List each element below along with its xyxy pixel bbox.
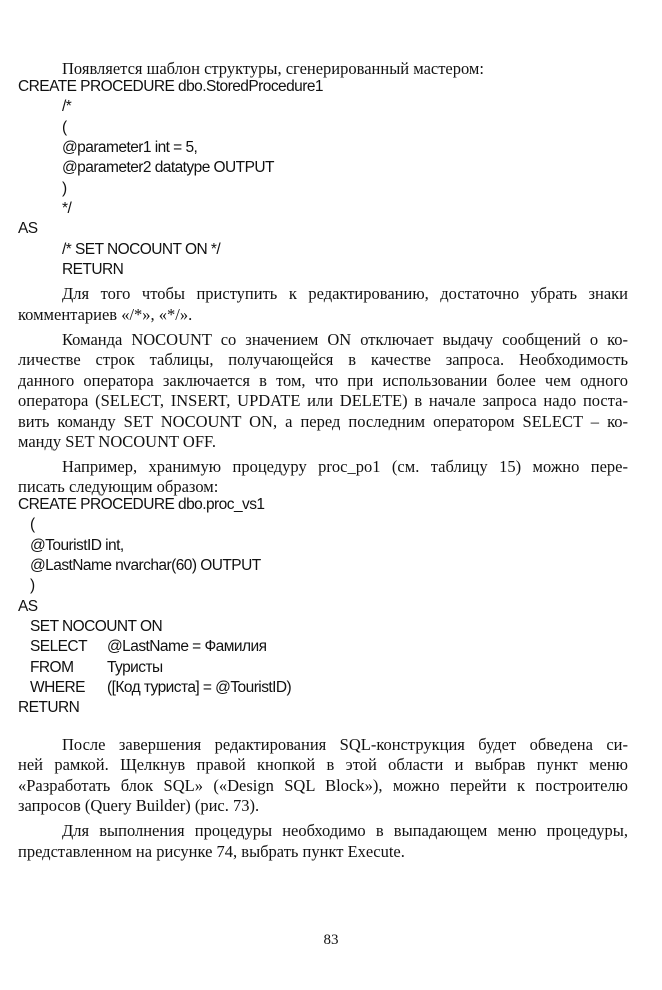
code-line: AS (18, 598, 38, 615)
code-line: @parameter2 datatype OUTPUT (62, 159, 274, 176)
paragraph-line: ней рамкой. Щелкнув правой кнопкой в этой области и выбрав пункт меню (18, 755, 628, 774)
paragraph-line: представленном на рисунке 74, выбрать пункт Execute. (18, 842, 405, 861)
paragraph-line: манду SET NOCOUNT OFF. (18, 432, 216, 451)
code-line: WHERE (30, 679, 85, 696)
code-line: ( (30, 516, 35, 533)
code-line: @TouristID int, (30, 537, 124, 554)
code-line: FROM (30, 659, 74, 676)
page-number: 83 (323, 932, 339, 948)
code-line: RETURN (18, 699, 80, 716)
code-line: /* (62, 98, 72, 115)
code-line: @LastName = Фамилия (107, 638, 267, 655)
code-line: */ (62, 200, 72, 217)
paragraph-line: Для выполнения процедуры необходимо в выпадающем меню процедуры, (62, 821, 628, 840)
code-line: AS (18, 220, 38, 237)
code-line: CREATE PROCEDURE dbo.proc_vs1 (18, 496, 265, 513)
paragraph-line: комментариев «/*», «*/». (18, 305, 193, 324)
paragraph-line: После завершения редактирования SQL-конструкция будет обведена си- (62, 735, 628, 754)
code-line: ([Код туриста] = @TouristID) (107, 679, 292, 696)
paragraph-line: писать следующим образом: (18, 477, 219, 496)
code-line: /* SET NOCOUNT ON */ (62, 241, 221, 258)
paragraph-line: оператора (SELECT, INSERT, UPDATE или DELETE) в начале запроса надо поста- (18, 391, 628, 410)
paragraph-line: Для того чтобы приступить к редактированию, достаточно убрать знаки (62, 284, 628, 303)
paragraph-line: вить команду SET NOCOUNT ON, а перед последним оператором SELECT – ко- (18, 412, 628, 431)
code-line: @parameter1 int = 5, (62, 139, 198, 156)
code-line: ( (62, 119, 67, 136)
code-line: ) (62, 180, 67, 197)
paragraph-line: личестве строк таблицы, получающейся в качестве запроса. Необходимость (18, 350, 628, 369)
code-line: Туристы (107, 659, 163, 676)
paragraph-line: данного оператора заключается в том, что при использовании более чем одного (18, 371, 628, 390)
intro-line: Появляется шаблон структуры, сгенерированный мастером: (62, 59, 484, 78)
paragraph-line: Команда NOCOUNT со значением ON отключает выдачу сообщений о ко- (62, 330, 628, 349)
code-line: SELECT (30, 638, 87, 655)
code-line: CREATE PROCEDURE dbo.StoredProcedure1 (18, 78, 323, 95)
code-line: SET NOCOUNT ON (30, 618, 163, 635)
paragraph-line: Например, хранимую процедуру proc_po1 (см. таблицу 15) можно пере- (62, 457, 628, 476)
code-line: @LastName nvarchar(60) OUTPUT (30, 557, 261, 574)
code-line: RETURN (62, 261, 124, 278)
paragraph-line: «Разработать блок SQL» («Design SQL Block»), можно перейти к построителю (18, 776, 628, 795)
code-line: ) (30, 577, 35, 594)
paragraph-line: запросов (Query Builder) (рис. 73). (18, 796, 260, 815)
